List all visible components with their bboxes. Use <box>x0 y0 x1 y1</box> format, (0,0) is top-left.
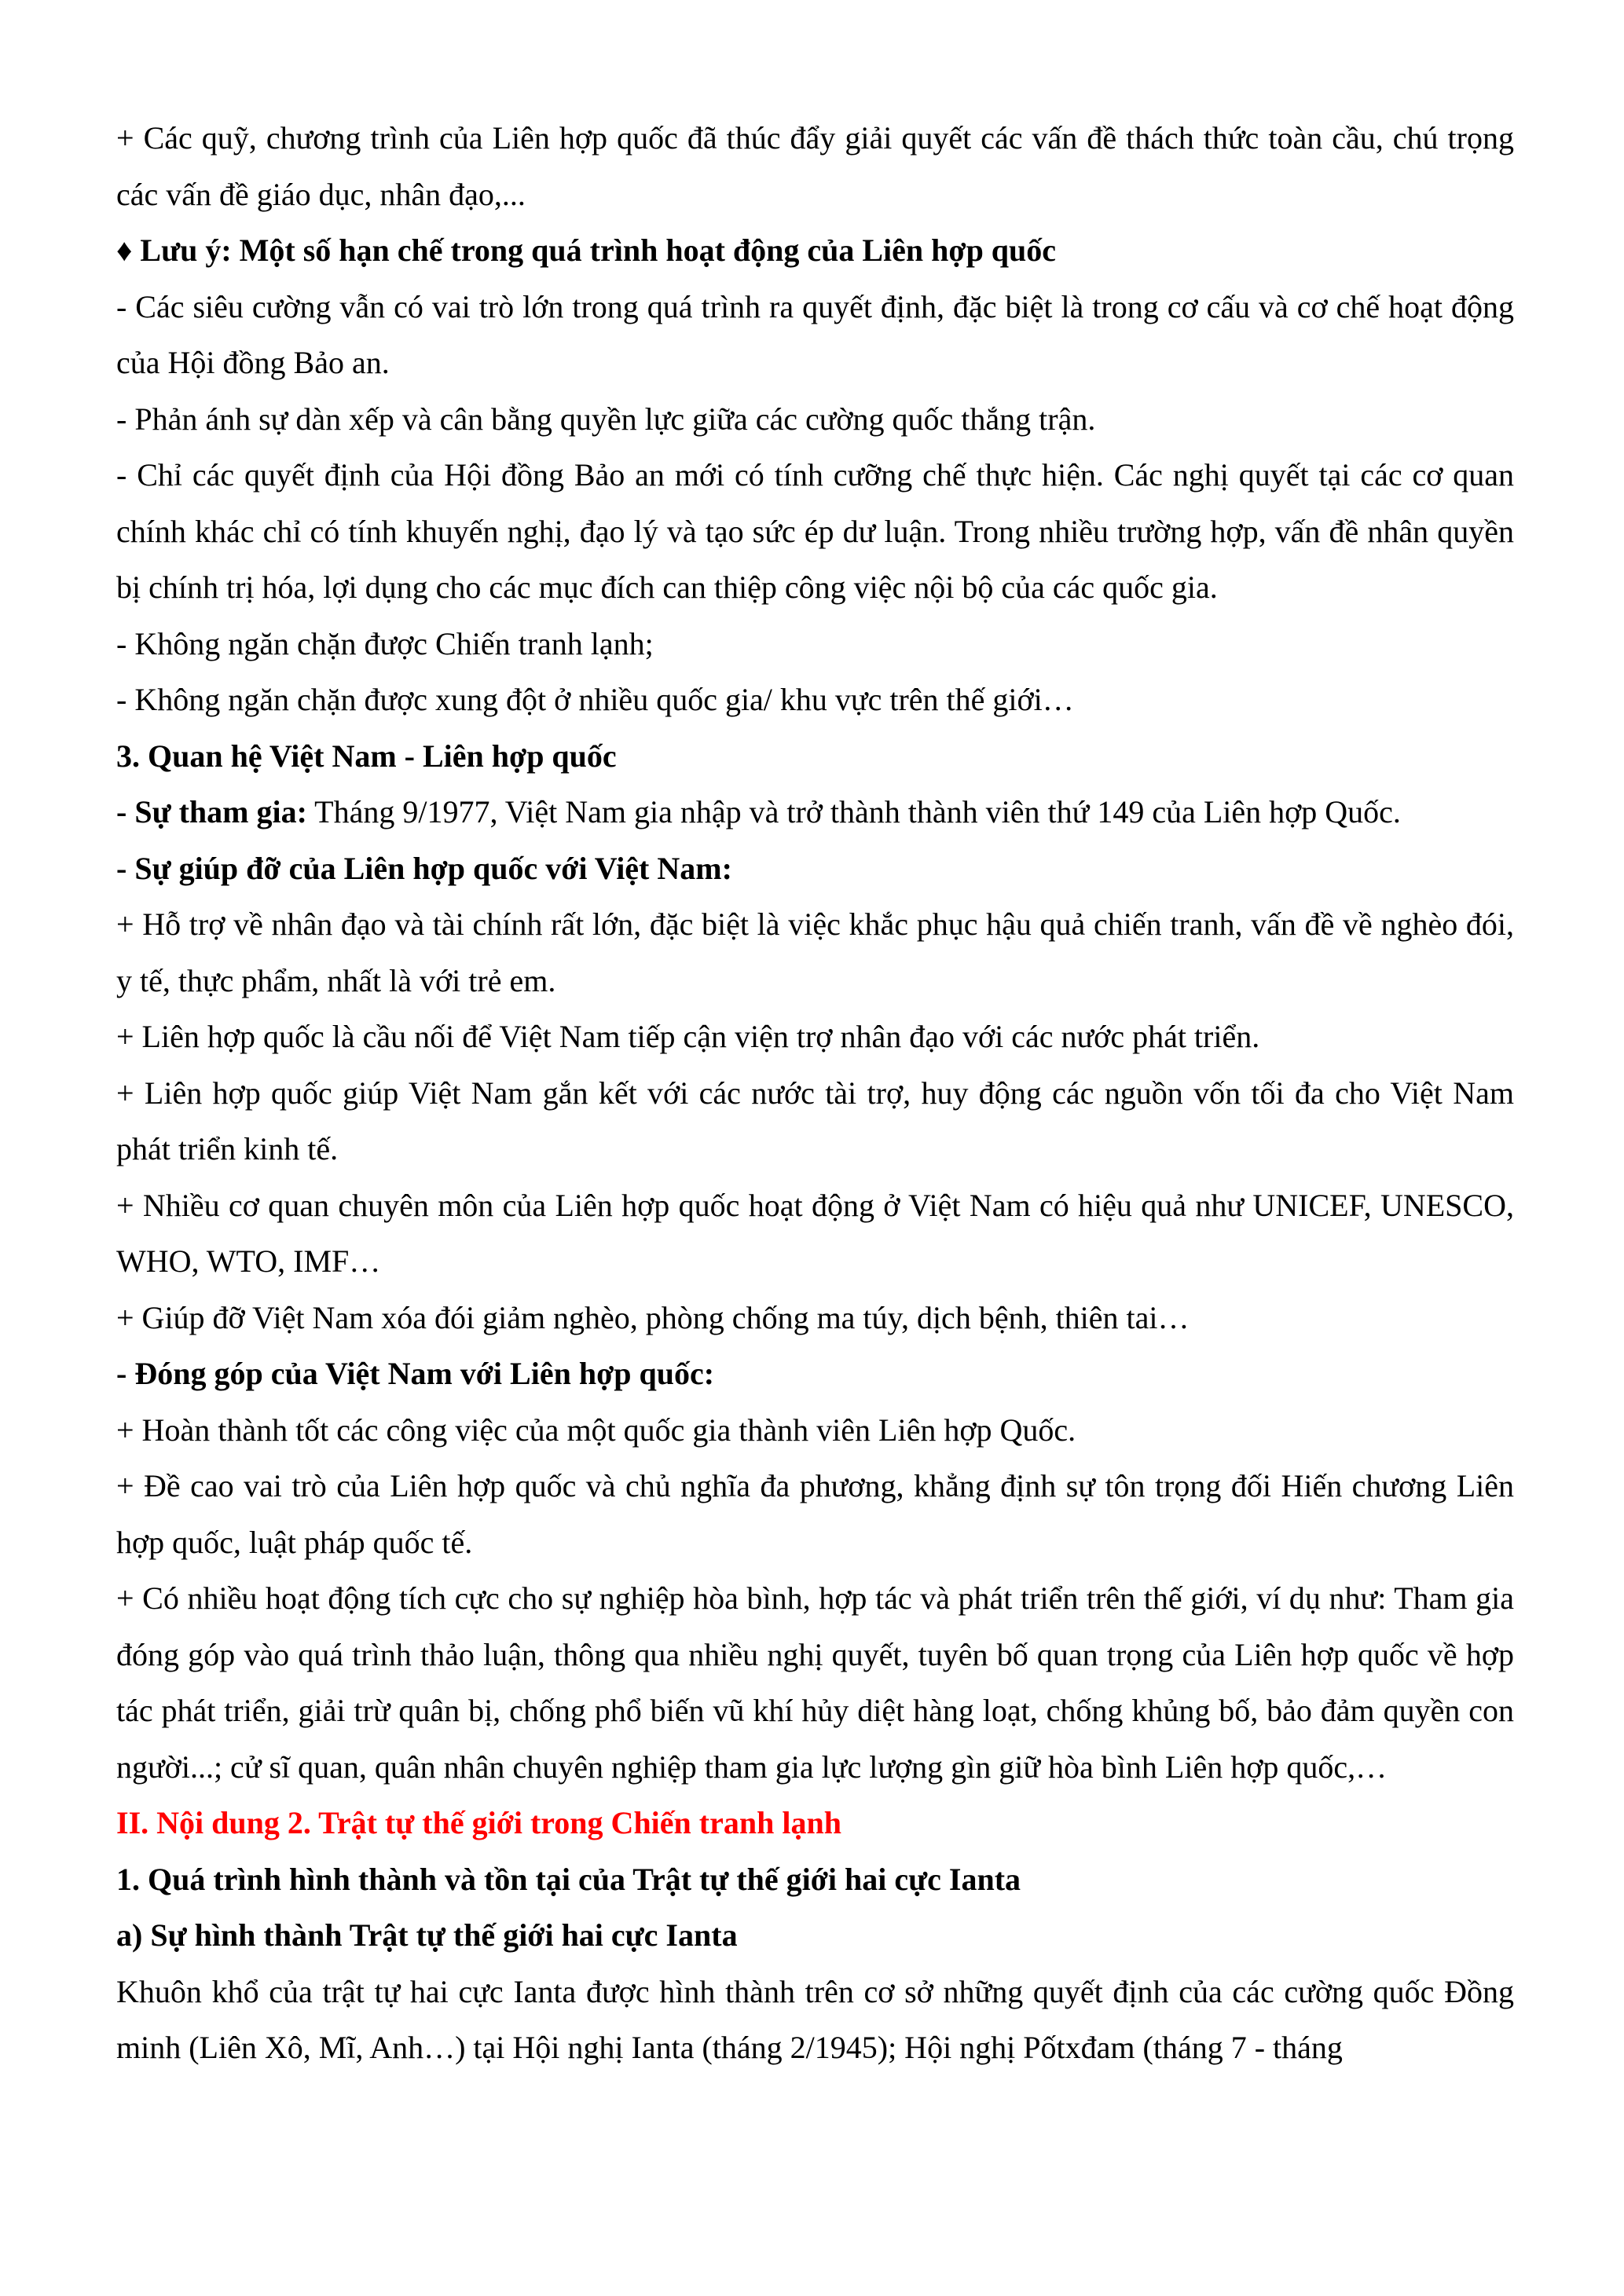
paragraph-power-balance: - Phản ánh sự dàn xếp và cân bằng quyền lực giữa các cường quốc thắng trận. <box>116 401 1096 437</box>
paragraph-poverty-reduction: + Giúp đỡ Việt Nam xóa đói giảm nghèo, phòng chống ma túy, dịch bệnh, thiên tai… <box>116 1299 1190 1335</box>
heading-yalta-formation-process: 1. Quá trình hình thành và tồn tại của Trật tự thế giới hai cực Ianta <box>116 1861 1021 1897</box>
membership-lead: - Sự tham gia: <box>116 794 307 829</box>
paragraph-yalta-framework: Khuôn khổ của trật tự hai cực Ianta được hình thành trên cơ sở những quyết định của các cường quốc Đồng minh (Liên Xô, Mĩ, Anh…) tại Hội nghị Ianta (tháng 2/1945); Hội nghị Pốtxđam (tháng 7 - tháng <box>116 1973 1514 2065</box>
paragraph-member-duties: + Hoàn thành tốt các công việc của một quốc gia thành viên Liên hợp Quốc. <box>116 1412 1076 1448</box>
heading-vietnam-un-relations: 3. Quan hệ Việt Nam - Liên hợp quốc <box>116 738 617 774</box>
paragraph-humanitarian-aid: + Hỗ trợ về nhân đạo và tài chính rất lớn, đặc biệt là việc khắc phục hậu quả chiến tranh, vấn đề về nghèo đói, y tế, thực phẩm, nhất là với trẻ em. <box>116 906 1514 998</box>
paragraph-bridge: + Liên hợp quốc là cầu nối để Việt Nam tiếp cận viện trợ nhân đạo với các nước phát triển. <box>116 1019 1260 1054</box>
heading-vietnam-contributions: - Đóng góp của Việt Nam với Liên hợp quốc: <box>116 1356 715 1391</box>
membership-text: Tháng 9/1977, Việt Nam gia nhập và trở thành thành viên thứ 149 của Liên hợp Quốc. <box>306 794 1401 829</box>
paragraph-security-council-decisions: - Chỉ các quyết định của Hội đồng Bảo an mới có tính cưỡng chế thực hiện. Các nghị quyết tại các cơ quan chính khác chỉ có tính khuyến nghị, đạo lý và tạo sức ép dư luận. Trong nhiều trường hợp, vấn đề nhân quyền bị chính trị hóa, lợi dụng cho các mục đích can thiệp công việc nội bộ của các quốc gia. <box>116 457 1514 605</box>
paragraph-cold-war: - Không ngăn chặn được Chiến tranh lạnh; <box>116 625 654 661</box>
paragraph-multilateralism: + Đề cao vai trò của Liên hợp quốc và chủ nghĩa đa phương, khẳng định sự tôn trọng đối Hiến chương Liên hợp quốc, luật pháp quốc tế. <box>116 1468 1514 1560</box>
paragraph-agencies: + Nhiều cơ quan chuyên môn của Liên hợp quốc hoạt động ở Việt Nam có hiệu quả như UNICEF, UNESCO, WHO, WTO, IMF… <box>116 1187 1514 1279</box>
heading-yalta-formation: a) Sự hình thành Trật tự thế giới hai cực Ianta <box>116 1917 738 1953</box>
paragraph-donors: + Liên hợp quốc giúp Việt Nam gắn kết với các nước tài trợ, huy động các nguồn vốn tối đa cho Việt Nam phát triển kinh tế. <box>116 1075 1514 1166</box>
paragraph-superpowers-role: - Các siêu cường vẫn có vai trò lớn trong quá trình ra quyết định, đặc biệt là trong cơ cấu và cơ chế hoạt động của Hội đồng Bảo an. <box>116 288 1514 380</box>
paragraph-membership <box>116 784 1514 840</box>
section-heading-content-2: II. Nội dung 2. Trật tự thế giới trong Chiến tranh lạnh <box>116 1805 841 1840</box>
paragraph-peace-activities: + Có nhiều hoạt động tích cực cho sự nghiệp hòa bình, hợp tác và phát triển trên thế giới, ví dụ như: Tham gia đóng góp vào quá trình thảo luận, thông qua nhiều nghị quyết, tuyên bố quan trọng của Liên hợp quốc về hợp tác phát triển, giải trừ quân bị, chống phổ biến vũ khí hủy diệt hàng loạt, chống khủng bố, bảo đảm quyền con người...; cử sĩ quan, quân nhân chuyên nghiệp tham gia lực lượng gìn giữ hòa bình Liên hợp quốc,… <box>116 1580 1514 1785</box>
paragraph-un-funds: + Các quỹ, chương trình của Liên hợp quốc đã thúc đẩy giải quyết các vấn đề thách thức toàn cầu, chú trọng các vấn đề giáo dục, nhân đạo,... <box>116 120 1514 212</box>
heading-un-limitations: ♦ Lưu ý: Một số hạn chế trong quá trình hoạt động của Liên hợp quốc <box>116 233 1057 268</box>
heading-un-support: - Sự giúp đỡ của Liên hợp quốc với Việt Nam: <box>116 850 732 886</box>
paragraph-conflicts: - Không ngăn chặn được xung đột ở nhiều quốc gia/ khu vực trên thế giới… <box>116 682 1074 717</box>
